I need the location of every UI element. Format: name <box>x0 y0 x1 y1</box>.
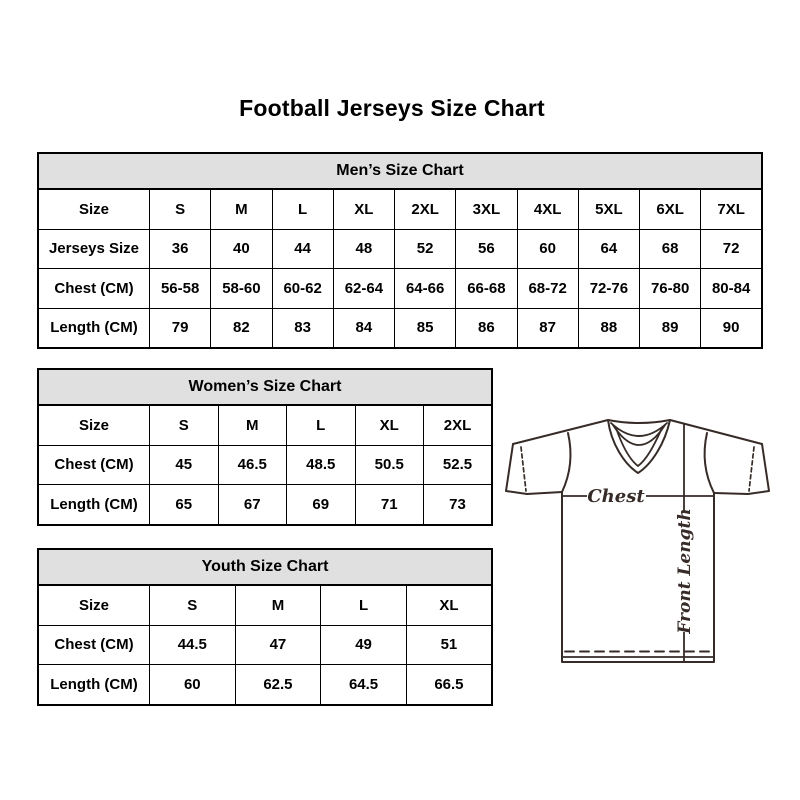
size-value-cell: 65 <box>150 485 219 525</box>
size-column-header: XL <box>406 585 492 625</box>
row-label: Size <box>38 585 150 625</box>
size-value-cell: 87 <box>517 308 578 348</box>
jersey-left-shoulder <box>513 420 608 444</box>
size-value-cell: 52 <box>395 229 456 269</box>
size-value-cell: 90 <box>701 308 762 348</box>
size-value-cell: 84 <box>333 308 394 348</box>
size-value-cell: 85 <box>395 308 456 348</box>
size-value-cell: 72 <box>701 229 762 269</box>
size-value-cell: 72-76 <box>578 269 639 309</box>
womens-size-chart-header: Women’s Size Chart <box>37 368 493 406</box>
size-value-cell: 60-62 <box>272 269 333 309</box>
size-column-header: L <box>287 405 356 445</box>
youth-size-chart <box>37 548 493 706</box>
table-row <box>38 585 492 625</box>
mens-size-chart-grid <box>37 188 763 349</box>
size-value-cell: 46.5 <box>218 445 287 485</box>
size-column-header: S <box>150 585 236 625</box>
size-value-cell: 69 <box>287 485 356 525</box>
size-value-cell: 73 <box>424 485 493 525</box>
size-value-cell: 80-84 <box>701 269 762 309</box>
size-value-cell: 56-58 <box>150 269 211 309</box>
table-row <box>38 485 492 525</box>
size-value-cell: 48.5 <box>287 445 356 485</box>
size-value-cell: 36 <box>150 229 211 269</box>
table-row <box>38 308 762 348</box>
size-value-cell: 64 <box>578 229 639 269</box>
size-value-cell: 56 <box>456 229 517 269</box>
youth-size-chart-header: Youth Size Chart <box>37 548 493 586</box>
size-column-header: M <box>211 189 272 229</box>
row-label: Jerseys Size <box>38 229 150 269</box>
size-value-cell: 68 <box>640 229 701 269</box>
size-column-header: 6XL <box>640 189 701 229</box>
size-value-cell: 45 <box>150 445 219 485</box>
size-value-cell: 62-64 <box>333 269 394 309</box>
row-label: Chest (CM) <box>38 445 150 485</box>
table-row <box>38 269 762 309</box>
size-column-header: 2XL <box>424 405 493 445</box>
size-column-header: M <box>235 585 321 625</box>
table-row <box>38 405 492 445</box>
mens-size-chart <box>37 152 763 349</box>
size-value-cell: 64.5 <box>321 665 407 705</box>
jersey-left-armhole <box>562 433 570 492</box>
size-column-header: L <box>272 189 333 229</box>
size-value-cell: 83 <box>272 308 333 348</box>
size-value-cell: 79 <box>150 308 211 348</box>
size-column-header: L <box>321 585 407 625</box>
size-value-cell: 89 <box>640 308 701 348</box>
youth-size-chart-grid <box>37 584 493 706</box>
size-column-header: 5XL <box>578 189 639 229</box>
size-value-cell: 48 <box>333 229 394 269</box>
size-column-header: XL <box>355 405 424 445</box>
size-column-header: S <box>150 189 211 229</box>
mens-size-chart-header: Men’s Size Chart <box>37 152 763 190</box>
row-label: Length (CM) <box>38 308 150 348</box>
size-value-cell: 52.5 <box>424 445 493 485</box>
jersey-left-cuff-seam <box>521 447 526 491</box>
size-value-cell: 50.5 <box>355 445 424 485</box>
jersey-illustration <box>500 403 775 673</box>
table-row <box>38 445 492 485</box>
jersey-right-armhole <box>705 433 714 493</box>
table-row <box>38 189 762 229</box>
size-value-cell: 44.5 <box>150 625 236 665</box>
size-value-cell: 66.5 <box>406 665 492 705</box>
size-column-header: XL <box>333 189 394 229</box>
row-label: Length (CM) <box>38 485 150 525</box>
size-column-header: 4XL <box>517 189 578 229</box>
size-column-header: 2XL <box>395 189 456 229</box>
size-value-cell: 86 <box>456 308 517 348</box>
size-value-cell: 68-72 <box>517 269 578 309</box>
size-value-cell: 51 <box>406 625 492 665</box>
row-label: Chest (CM) <box>38 625 150 665</box>
size-value-cell: 76-80 <box>640 269 701 309</box>
table-row <box>38 229 762 269</box>
size-column-header: M <box>218 405 287 445</box>
size-value-cell: 64-66 <box>395 269 456 309</box>
size-value-cell: 58-60 <box>211 269 272 309</box>
size-value-cell: 44 <box>272 229 333 269</box>
size-value-cell: 60 <box>150 665 236 705</box>
size-column-header: 7XL <box>701 189 762 229</box>
size-value-cell: 71 <box>355 485 424 525</box>
chest-label: Chest <box>587 486 645 507</box>
jersey-left-sleeve <box>506 444 562 494</box>
jersey-collar-top <box>608 420 670 423</box>
row-label: Chest (CM) <box>38 269 150 309</box>
size-value-cell: 82 <box>211 308 272 348</box>
front-length-label: Front Length <box>675 508 695 634</box>
size-value-cell: 67 <box>218 485 287 525</box>
table-row <box>38 665 492 705</box>
jersey-diagram <box>500 403 775 673</box>
size-column-header: 3XL <box>456 189 517 229</box>
size-value-cell: 60 <box>517 229 578 269</box>
size-value-cell: 88 <box>578 308 639 348</box>
size-column-header: S <box>150 405 219 445</box>
table-row <box>38 625 492 665</box>
row-label: Size <box>38 189 150 229</box>
jersey-right-sleeve <box>714 444 769 494</box>
size-value-cell: 47 <box>235 625 321 665</box>
size-value-cell: 40 <box>211 229 272 269</box>
row-label: Size <box>38 405 150 445</box>
size-value-cell: 66-68 <box>456 269 517 309</box>
row-label: Length (CM) <box>38 665 150 705</box>
size-value-cell: 62.5 <box>235 665 321 705</box>
page-title: Football Jerseys Size Chart <box>239 95 545 121</box>
jersey-collar-inner-v <box>616 428 662 466</box>
womens-size-chart-grid <box>37 404 493 526</box>
jersey-right-cuff-seam <box>749 447 754 491</box>
womens-size-chart <box>37 368 493 526</box>
size-value-cell: 49 <box>321 625 407 665</box>
